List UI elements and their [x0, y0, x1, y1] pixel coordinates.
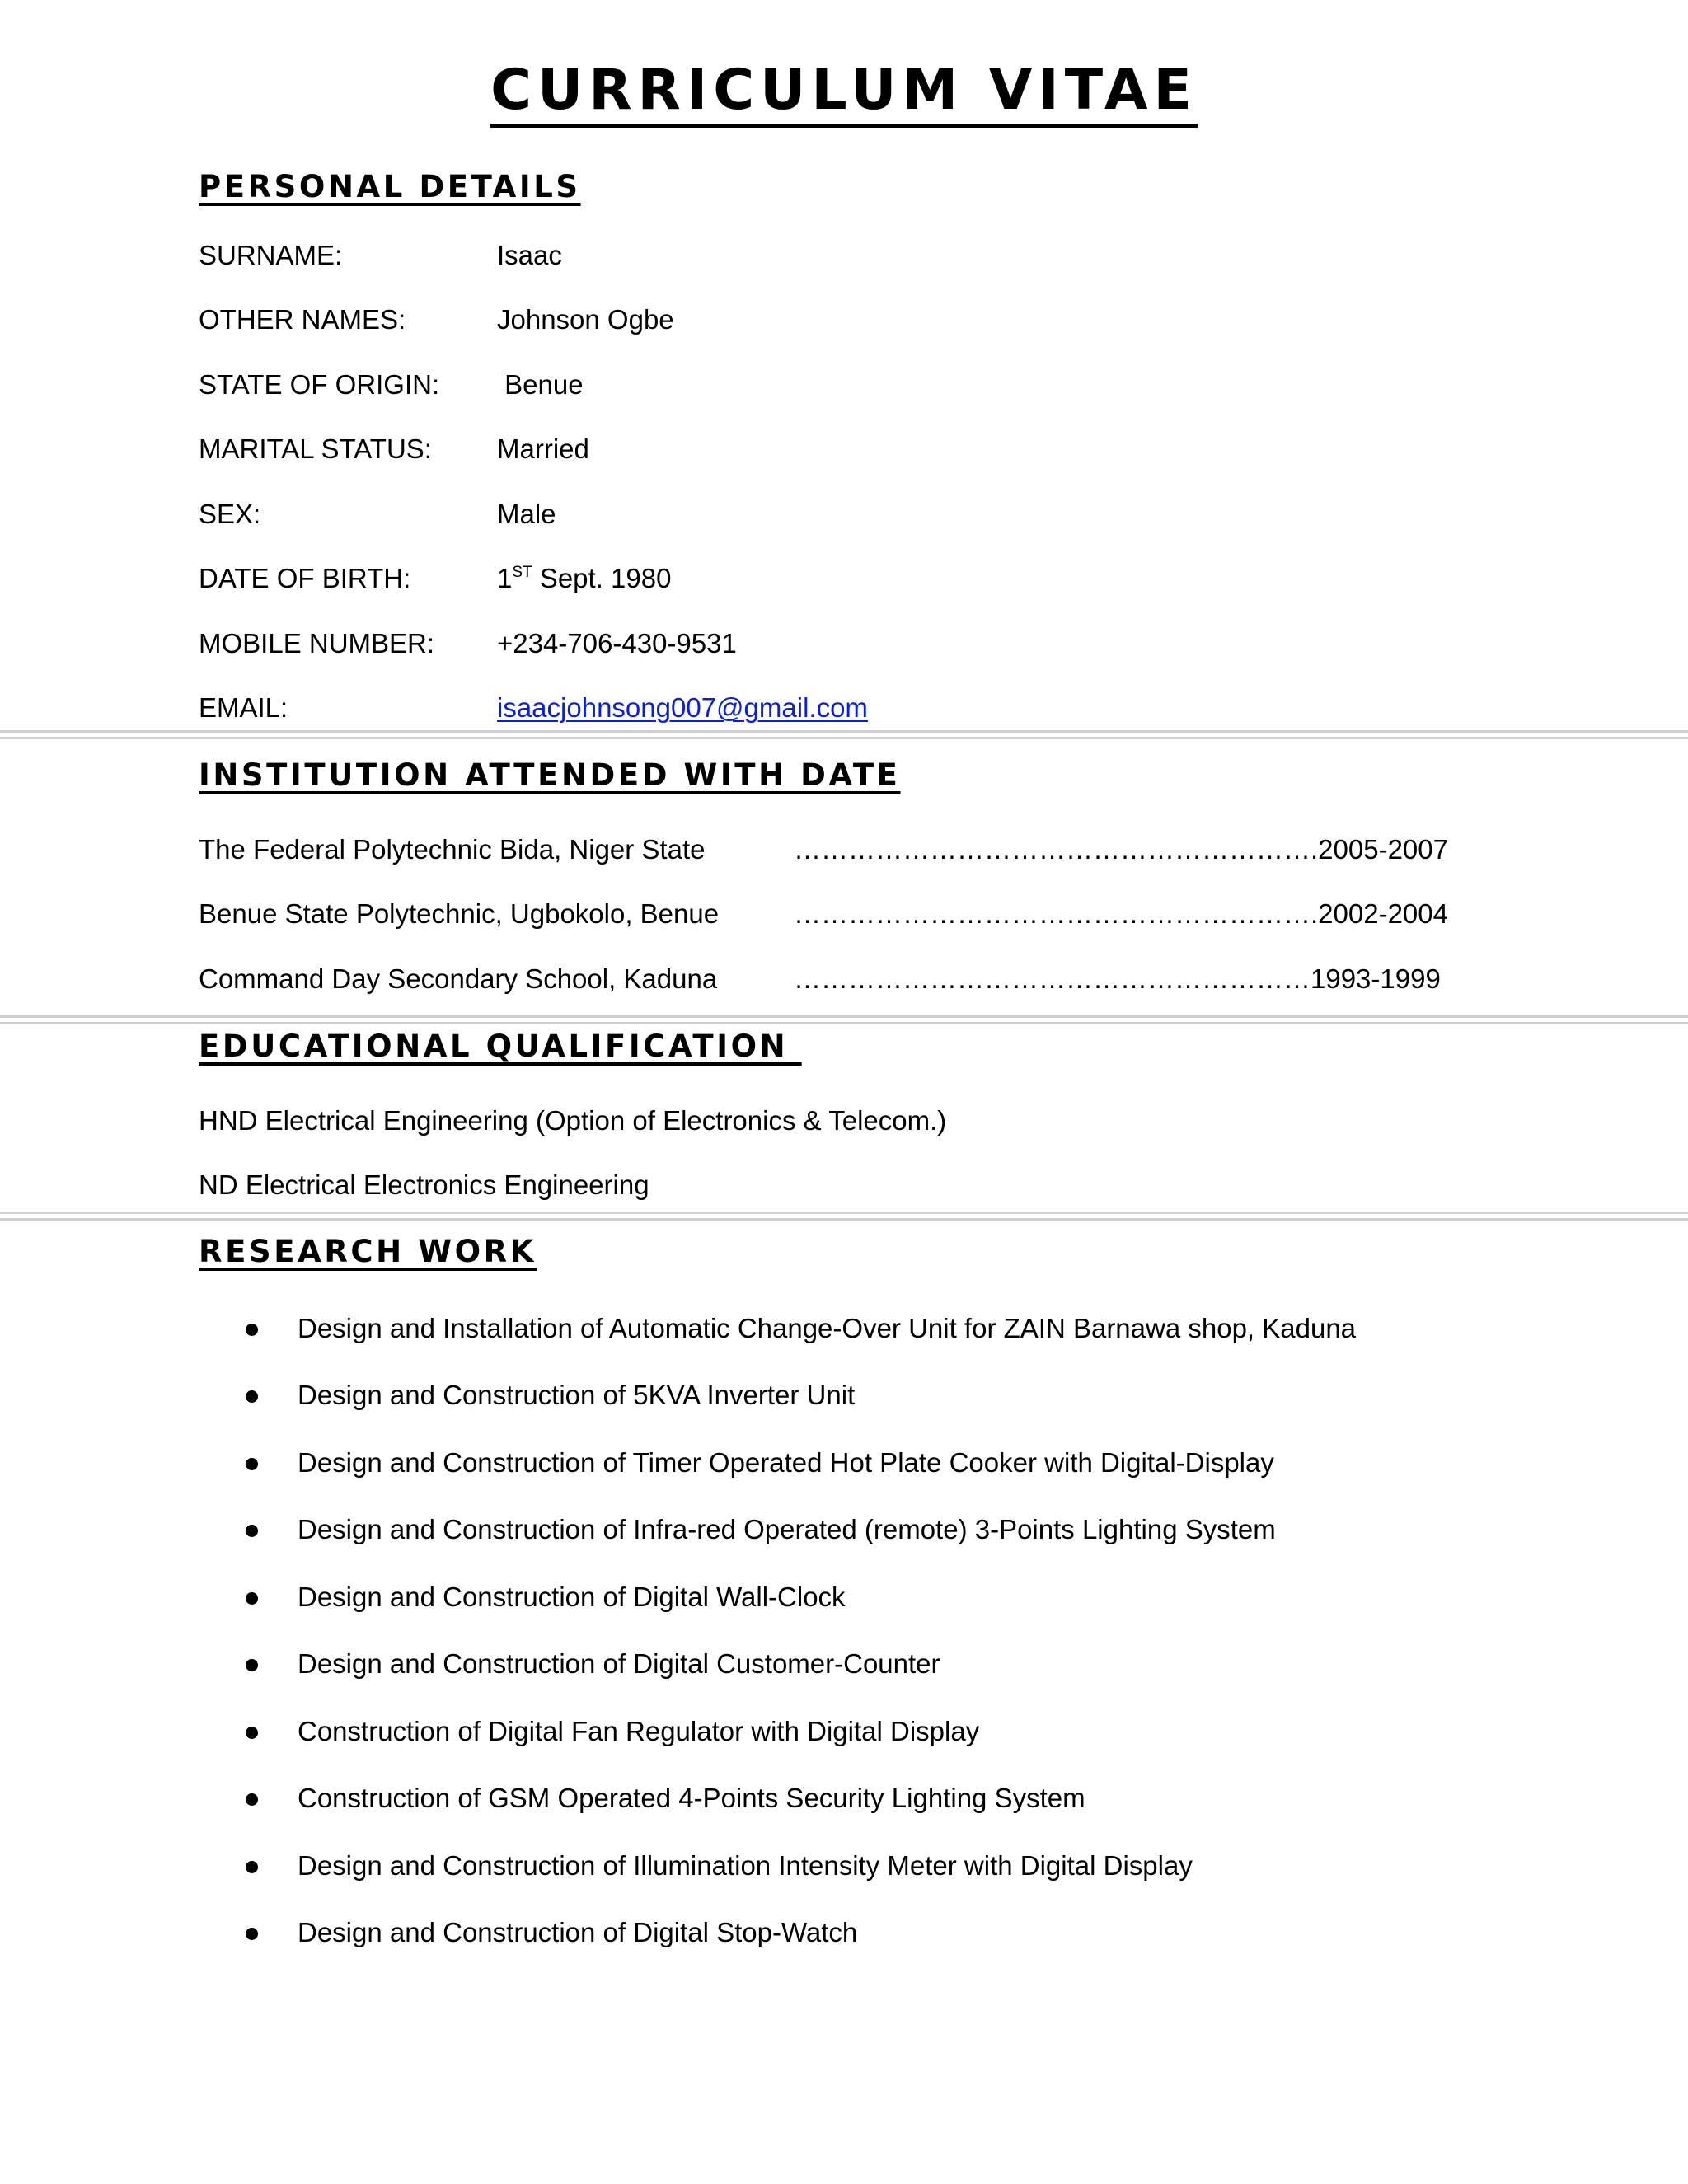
institution-dates: …………………………………………………1993-1999 — [794, 963, 1441, 994]
research-item: Design and Construction of Digital Stop-Watch — [298, 1917, 858, 1947]
bullet-icon — [246, 1659, 258, 1671]
sex-value: Male — [497, 499, 556, 529]
research-item: Design and Installation of Automatic Change-Over Unit for ZAIN Barnawa shop, Kaduna — [298, 1313, 1357, 1343]
mobile-number-value: +234-706-430-9531 — [497, 628, 737, 658]
section-divider — [0, 730, 1688, 739]
institution-dates: ………………………………………………….2005-2007 — [794, 834, 1448, 865]
bullet-icon — [246, 1525, 258, 1537]
research-item: Construction of Digital Fan Regulator with Digital Display — [298, 1716, 980, 1746]
bullet-icon — [246, 1390, 258, 1403]
qualification-item: HND Electrical Engineering (Option of Electronics & Telecom.) — [199, 1105, 947, 1136]
date-of-birth-value — [497, 561, 671, 596]
surname-label: SURNAME: — [199, 240, 343, 270]
research-item: Design and Construction of Illumination Intensity Meter with Digital Display — [298, 1850, 1193, 1881]
state-of-origin-label: STATE OF ORIGIN: — [199, 369, 440, 400]
date-of-birth-label: DATE OF BIRTH: — [199, 563, 411, 593]
marital-status-label: MARITAL STATUS: — [199, 434, 432, 464]
research-item: Design and Construction of Timer Operated Hot Plate Cooker with Digital-Display — [298, 1447, 1274, 1478]
other-names-label: OTHER NAMES: — [199, 304, 406, 335]
dob-month-year: Sept. 1980 — [532, 563, 672, 593]
bullet-icon — [246, 1793, 258, 1806]
bullet-icon — [246, 1861, 258, 1873]
research-item: Design and Construction of Digital Customer-Counter — [298, 1648, 940, 1679]
mobile-number-label: MOBILE NUMBER: — [199, 628, 435, 658]
institution-name: Command Day Secondary School, Kaduna — [199, 963, 718, 994]
personal-details-heading: PERSONAL DETAILS — [199, 169, 581, 204]
qualification-item: ND Electrical Electronics Engineering — [199, 1169, 649, 1200]
section-divider — [0, 1212, 1688, 1221]
research-item: Construction of GSM Operated 4-Points Security Lighting System — [298, 1783, 1085, 1813]
institution-name: Benue State Polytechnic, Ugbokolo, Benue — [199, 898, 720, 929]
research-item: Design and Construction of Digital Wall-Clock — [298, 1582, 846, 1612]
dob-day: 1 — [497, 563, 513, 593]
institution-dates: ………………………………………………….2002-2004 — [794, 898, 1448, 929]
marital-status-value: Married — [497, 434, 589, 464]
bullet-icon — [246, 1458, 258, 1470]
institutions-heading: INSTITUTION ATTENDED WITH DATE — [199, 757, 901, 793]
sex-label: SEX: — [199, 499, 261, 529]
dob-ordinal: ST — [512, 564, 532, 581]
other-names-value: Johnson Ogbe — [497, 304, 674, 335]
research-item: Design and Construction of Infra-red Operated (remote) 3-Points Lighting System — [298, 1514, 1276, 1544]
bullet-icon — [246, 1727, 258, 1739]
qualifications-heading: EDUCATIONAL QUALIFICATION — [199, 1029, 802, 1064]
bullet-icon — [246, 1324, 258, 1336]
surname-value: Isaac — [497, 240, 562, 270]
institution-name: The Federal Polytechnic Bida, Niger State — [199, 834, 706, 865]
bullet-icon — [246, 1592, 258, 1605]
page-title — [0, 54, 1688, 127]
email-link[interactable]: isaacjohnsong007@gmail.com — [497, 692, 868, 723]
research-heading: RESEARCH WORK — [199, 1234, 537, 1269]
state-of-origin-value: Benue — [497, 369, 584, 400]
bullet-icon — [246, 1928, 258, 1940]
section-divider — [0, 1015, 1688, 1024]
research-item: Design and Construction of 5KVA Inverter Unit — [298, 1380, 856, 1410]
page-title-text: CURRICULUM VITAE — [490, 58, 1198, 128]
email-label: EMAIL: — [199, 692, 288, 723]
